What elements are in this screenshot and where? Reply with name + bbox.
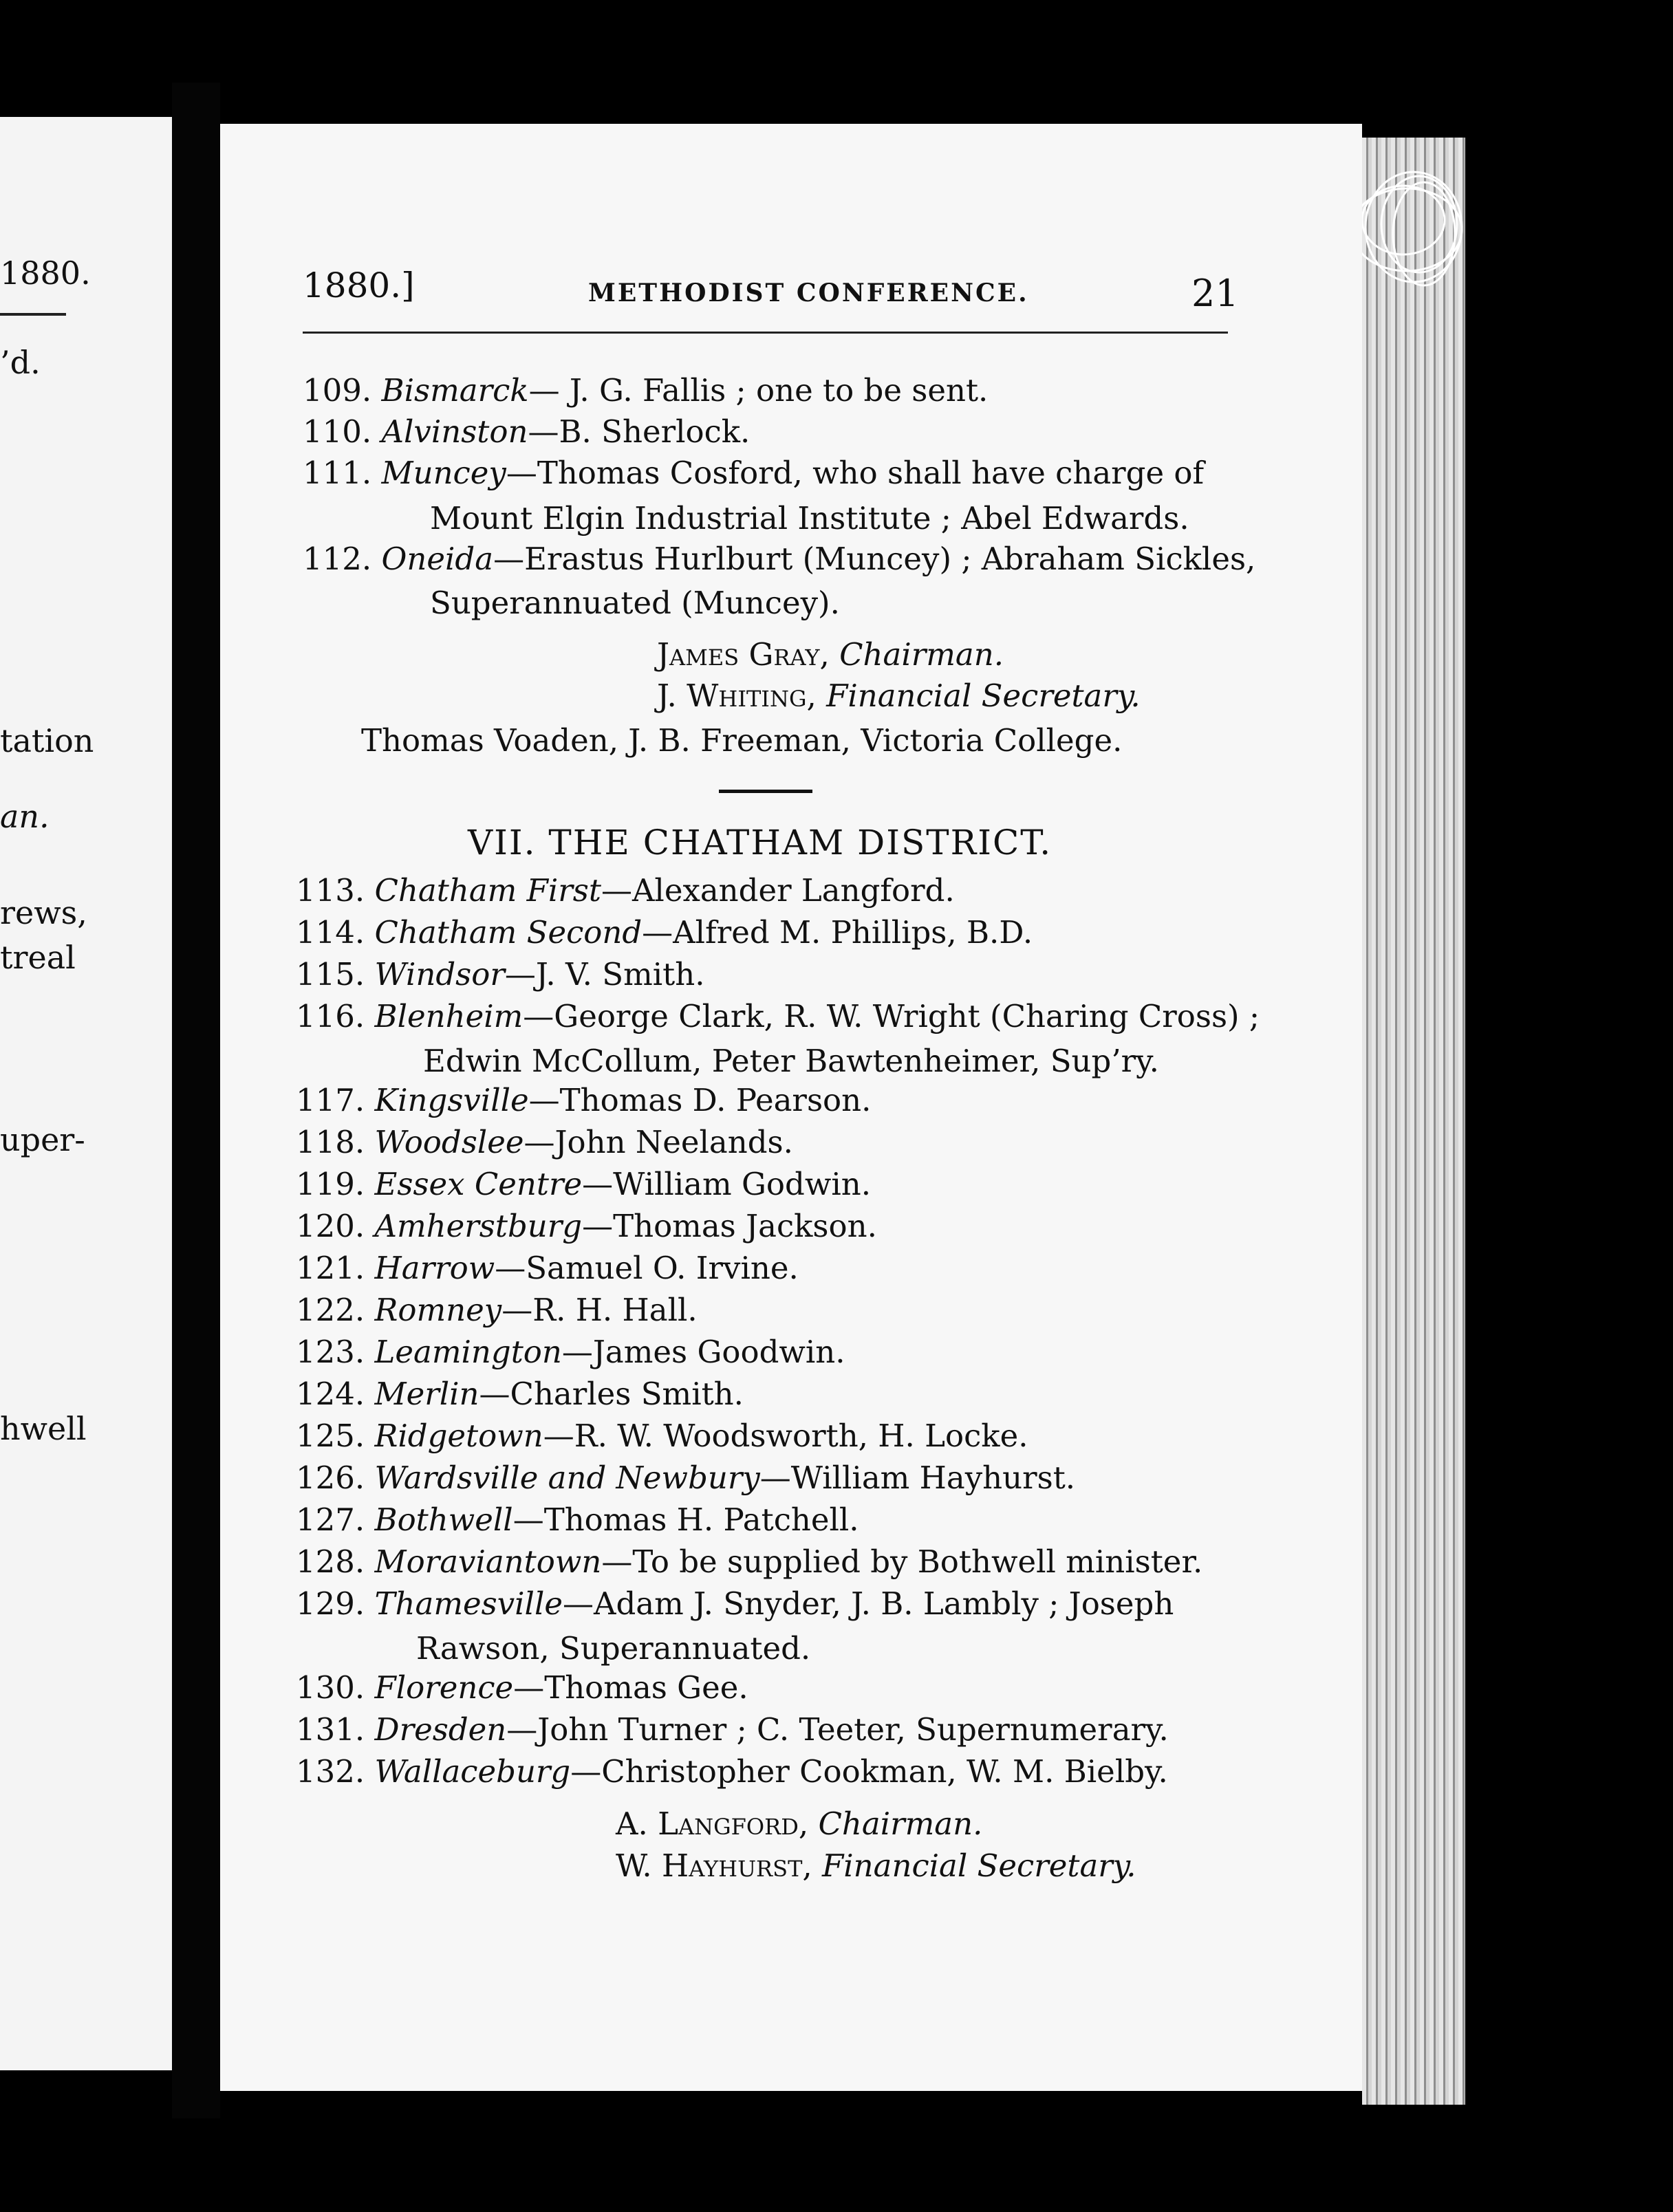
left-facing-page [0, 117, 172, 2070]
list-item: 129. Thamesville—Adam J. Snyder, J. B. Lambly ; Joseph [296, 1585, 1174, 1622]
left-page-fragment: treal [0, 939, 76, 976]
list-item: 130. Florence—Thomas Gee. [296, 1669, 748, 1706]
header-rule [303, 332, 1228, 334]
list-item-continuation: Mount Elgin Industrial Institute ; Abel Edwards. [430, 500, 1189, 536]
list-item-continuation: Edwin McCollum, Peter Bawtenheimer, Sup’ry. [423, 1043, 1159, 1079]
list-item: 124. Merlin—Charles Smith. [296, 1376, 744, 1412]
book-gutter [172, 83, 220, 2118]
list-item: 120. Amherstburg—Thomas Jackson. [296, 1208, 877, 1244]
list-item-continuation: Rawson, Superannuated. [416, 1630, 811, 1667]
running-title: METHODIST CONFERENCE. [588, 279, 1029, 307]
list-item: 126. Wardsville and Newbury—William Hayhurst. [296, 1460, 1076, 1496]
secretary-signature: J. Whiting, Financial Secretary. [657, 677, 1141, 714]
list-item: 132. Wallaceburg—Christopher Cookman, W. M. Bielby. [296, 1753, 1168, 1790]
list-item: 114. Chatham Second—Alfred M. Phillips, B.D. [296, 914, 1033, 951]
left-page-fragment: uper- [0, 1121, 85, 1158]
section-footnote: Thomas Voaden, J. B. Freeman, Victoria College. [361, 722, 1123, 759]
list-item: 112. Oneida—Erastus Hurlburt (Muncey) ; Abraham Sickles, [303, 541, 1256, 577]
list-item: 116. Blenheim—George Clark, R. W. Wright (Charing Cross) ; [296, 998, 1260, 1034]
list-item: 119. Essex Centre—William Godwin. [296, 1166, 872, 1202]
left-page-fragment: an. [0, 798, 50, 835]
left-page-fragment: 1880. [0, 254, 91, 292]
list-item: 115. Windsor—J. V. Smith. [296, 956, 705, 993]
left-page-fragment: hwell [0, 1410, 87, 1447]
header-year: 1880.] [303, 265, 415, 305]
list-item: 121. Harrow—Samuel O. Irvine. [296, 1250, 799, 1286]
left-page-fragment: ’d. [0, 344, 41, 381]
list-item: 131. Dresden—John Turner ; C. Teeter, Supernumerary. [296, 1711, 1169, 1748]
page-edges [1362, 138, 1465, 2105]
page-number: 21 [1191, 272, 1239, 315]
list-item: 118. Woodslee—John Neelands. [296, 1124, 793, 1160]
list-item: 127. Bothwell—Thomas H. Patchell. [296, 1501, 859, 1538]
chairman-signature: A. Langford, Chairman. [616, 1806, 983, 1842]
left-page-rule [0, 313, 66, 316]
list-item: 123. Leamington—James Goodwin. [296, 1334, 845, 1370]
list-item: 117. Kingsville—Thomas D. Pearson. [296, 1082, 872, 1118]
list-item: 109. Bismarck— J. G. Fallis ; one to be sent. [303, 372, 989, 409]
section-divider [719, 790, 812, 793]
list-item: 111. Muncey—Thomas Cosford, who shall have charge of [303, 455, 1205, 491]
chairman-signature: James Gray, Chairman. [657, 636, 1004, 673]
list-item: 113. Chatham First—Alexander Langford. [296, 872, 955, 909]
left-page-fragment: rews, [0, 894, 87, 931]
list-item: 128. Moraviantown—To be supplied by Bothwell minister. [296, 1543, 1203, 1580]
left-page-fragment: tation [0, 722, 94, 759]
district-heading: VII. THE CHATHAM DISTRICT. [468, 823, 1053, 863]
list-item: 110. Alvinston—B. Sherlock. [303, 413, 751, 450]
secretary-signature: W. Hayhurst, Financial Secretary. [616, 1847, 1136, 1884]
list-item: 125. Ridgetown—R. W. Woodsworth, H. Locke. [296, 1418, 1028, 1454]
list-item: 122. Romney—R. H. Hall. [296, 1292, 698, 1328]
list-item-continuation: Superannuated (Muncey). [430, 585, 840, 621]
